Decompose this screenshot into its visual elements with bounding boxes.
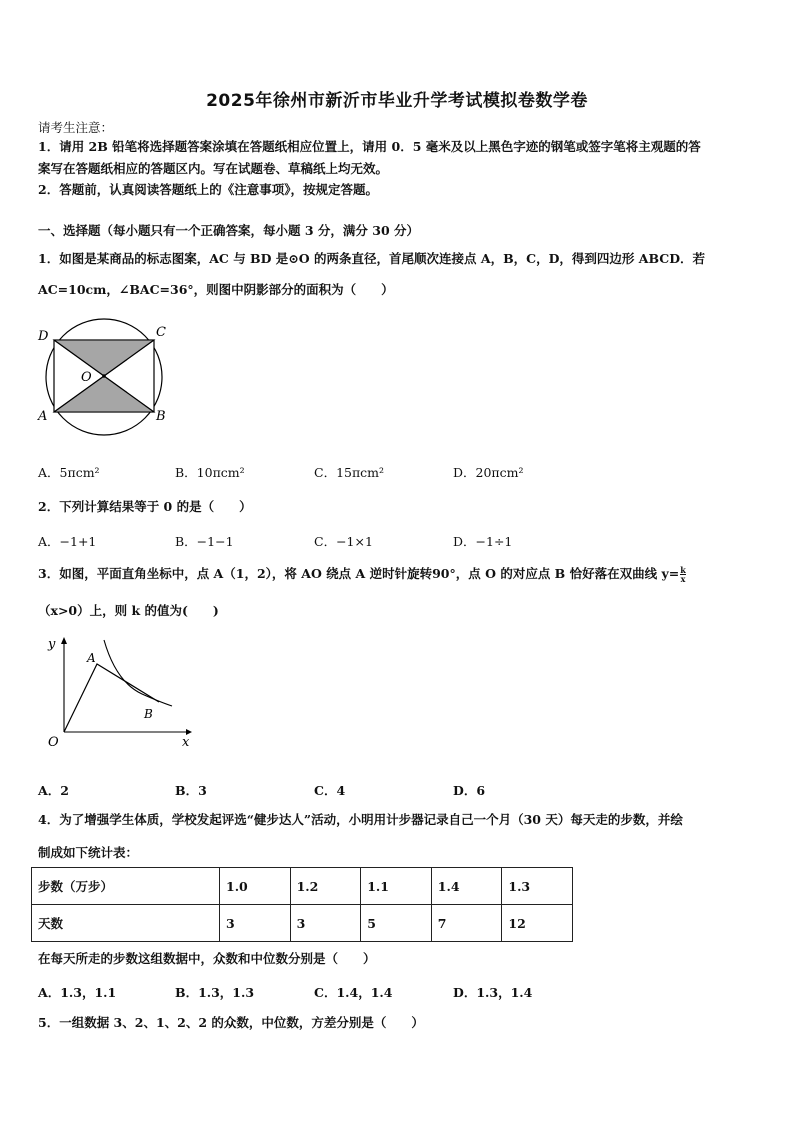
q4-option-c[interactable]: C．1.4，1.4 <box>314 985 393 1000</box>
q3-stem-line-2: （x>0）上，则 k 的值为( ) <box>38 603 219 618</box>
fraction-k-over-x <box>680 566 686 583</box>
table-cell: 1.3 <box>502 868 573 905</box>
y-axis-arrow-icon <box>61 637 67 644</box>
q4-option-d[interactable]: D．1.3，1.4 <box>453 985 533 1000</box>
q4-stem-question: 在每天所走的步数这组数据中，众数和中位数分别是（ ） <box>38 951 376 966</box>
q2-option-d[interactable]: D．−1÷1 <box>453 534 513 549</box>
hyperbola-curve <box>104 640 172 706</box>
segments-oab <box>64 664 159 732</box>
q5-stem: 5．一组数据 3、2、1、2、2 的众数，中位数，方差分别是（ ） <box>38 1015 424 1030</box>
table-cell: 1.0 <box>220 868 291 905</box>
q1-stem-line-2: AC=10cm，∠BAC=36°，则图中阴影部分的面积为（ ） <box>38 282 394 297</box>
q1-option-d[interactable]: D．20πcm² <box>453 465 524 480</box>
fraction-denominator: x <box>680 574 686 584</box>
q2-option-a[interactable]: A．−1+1 <box>38 534 97 549</box>
q1-option-b[interactable]: B．10πcm² <box>175 465 245 480</box>
q1-option-a[interactable]: A．5πcm² <box>38 465 100 480</box>
label-b: B <box>156 409 166 424</box>
table-cell: 3 <box>220 905 291 942</box>
q4-stem-line-2: 制成如下统计表： <box>38 845 139 860</box>
label-origin-o: O <box>48 735 59 750</box>
center-point <box>102 374 106 378</box>
notice-item-1-line-1: 1．请用 2B 铅笔将选择题答案涂填在答题纸相应位置上，请用 0．5 毫米及以上黑色字迹的钢笔或签字笔将主观题的答 <box>38 139 701 154</box>
label-c: C <box>156 325 166 340</box>
q4-option-a[interactable]: A．1.3，1.1 <box>38 985 117 1000</box>
section-heading: 一、选择题（每小题只有一个正确答案，每小题 3 分，满分 30 分） <box>38 223 420 238</box>
q1-option-c[interactable]: C．15πcm² <box>314 465 385 480</box>
label-d: D <box>38 329 49 344</box>
table-header-days: 天数 <box>32 905 220 942</box>
q4-stem-line-1: 4．为了增强学生体质，学校发起评选“健步达人”活动，小明用计步器记录自己一个月（30 天）每天走的步数，并绘 <box>38 812 683 827</box>
table-cell: 5 <box>361 905 432 942</box>
table-row <box>32 868 573 905</box>
notice-item-2: 2．答题前，认真阅读答题纸上的《注意事项》，按规定答题。 <box>38 182 378 197</box>
axis-label-x: x <box>182 735 190 750</box>
notice-item-1-line-2: 案写在答题纸相应的答题区内。写在试题卷、草稿纸上均无效。 <box>38 161 389 176</box>
table-row <box>32 905 573 942</box>
table-cell: 3 <box>290 905 361 942</box>
table-cell: 12 <box>502 905 573 942</box>
label-o: O <box>81 370 92 385</box>
q2-option-b[interactable]: B．−1−1 <box>175 534 234 549</box>
q3-option-c[interactable]: C．4 <box>314 783 346 798</box>
q2-option-c[interactable]: C．−1×1 <box>314 534 373 549</box>
label-point-a: A <box>87 651 96 665</box>
steps-table <box>31 867 573 942</box>
page-title: 2025年徐州市新沂市毕业升学考试模拟卷数学卷 <box>206 91 588 111</box>
q3-option-d[interactable]: D．6 <box>453 783 486 798</box>
axis-label-y: y <box>48 637 56 652</box>
q2-stem: 2．下列计算结果等于 0 的是（ ） <box>38 499 252 514</box>
q3-option-b[interactable]: B．3 <box>175 783 207 798</box>
q4-option-b[interactable]: B．1.3，1.3 <box>175 985 255 1000</box>
q3-stem-line-1 <box>38 566 686 583</box>
table-header-steps: 步数（万步） <box>32 868 220 905</box>
q1-stem-line-1: 1．如图是某商品的标志图案，AC 与 BD 是⊙O 的两条直径，首尾顺次连接点 A，B，C，D，得到四边形 ABCD．若 <box>38 251 706 266</box>
fraction-numerator: k <box>680 565 686 575</box>
notice-heading: 请考生注意： <box>38 120 114 135</box>
table-cell: 1.2 <box>290 868 361 905</box>
q3-stem-text: 3．如图，平面直角坐标中，点 A（1，2），将 AO 绕点 A 逆时针旋转90°，点 O 的对应点 B 恰好落在双曲线 y= <box>38 566 680 581</box>
q3-option-a[interactable]: A．2 <box>38 783 69 798</box>
table-cell: 1.4 <box>431 868 502 905</box>
q3-coordinate-figure <box>34 632 194 750</box>
label-point-b: B <box>144 707 153 721</box>
table-cell: 7 <box>431 905 502 942</box>
label-a: A <box>38 409 48 424</box>
table-cell: 1.1 <box>361 868 432 905</box>
q1-circle-figure <box>30 318 180 444</box>
